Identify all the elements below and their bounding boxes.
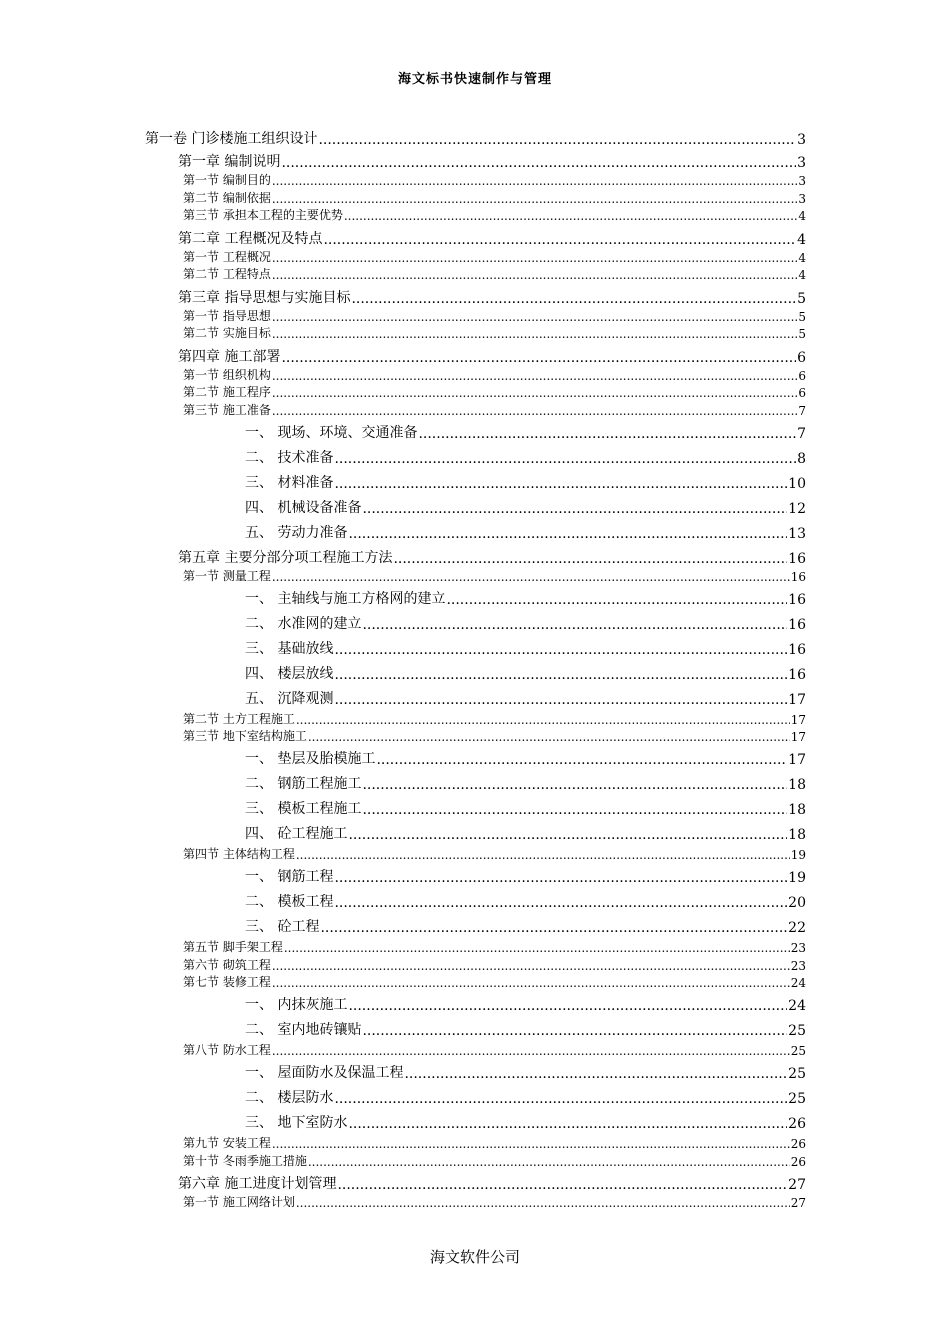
toc-entry-page-number: 27 <box>788 1177 806 1193</box>
toc-entry-page-number: 4 <box>797 231 806 248</box>
toc-entry-page-number: 23 <box>790 941 806 955</box>
toc-dot-leader <box>362 501 787 517</box>
toc-dot-leader <box>281 350 796 366</box>
toc-entry-page-number: 25 <box>788 1023 806 1039</box>
toc-dot-leader <box>334 895 787 911</box>
toc-entry-label: 一、 主轴线与施工方格网的建立 <box>245 590 446 607</box>
toc-dot-leader <box>272 404 798 418</box>
toc-entry-page-number: 25 <box>788 1066 806 1082</box>
toc-entry[interactable] <box>183 206 806 223</box>
toc-entry-label: 第七节 装修工程 <box>183 975 271 989</box>
toc-entry[interactable] <box>245 638 806 658</box>
toc-entry-page-number: 20 <box>788 895 806 911</box>
toc-entry-label: 二、 技术准备 <box>245 449 334 466</box>
toc-entry-page-number: 16 <box>790 569 806 584</box>
toc-dot-leader <box>296 1196 790 1210</box>
toc-entry-label: 第一章 编制说明 <box>178 154 281 170</box>
toc-entry[interactable] <box>245 588 806 608</box>
toc-dot-leader <box>272 386 798 400</box>
toc-entry-label: 一、 屋面防水及保温工程 <box>245 1065 404 1081</box>
toc-entry-label: 一、 内抹灰施工 <box>245 997 348 1013</box>
toc-entry-page-number: 27 <box>790 1196 806 1210</box>
toc-entry-page-number: 26 <box>790 1154 806 1169</box>
toc-entry[interactable] <box>245 663 806 683</box>
toc-dot-leader <box>348 1116 787 1132</box>
toc-entry[interactable] <box>178 287 806 307</box>
toc-entry-label: 二、 室内地砖镶贴 <box>245 1022 362 1038</box>
toc-entry-label: 一、 垫层及胎模施工 <box>245 751 376 767</box>
toc-dot-leader <box>318 132 796 148</box>
toc-entry-label: 三、 材料准备 <box>245 474 334 491</box>
toc-dot-leader <box>334 870 787 886</box>
toc-entry[interactable] <box>183 401 806 418</box>
toc-entry-label: 第四节 主体结构工程 <box>183 847 295 861</box>
toc-entry-page-number: 16 <box>788 591 806 608</box>
toc-entry-page-number: 17 <box>788 752 806 768</box>
toc-entry-page-number: 16 <box>788 616 806 633</box>
toc-entry[interactable] <box>183 938 806 955</box>
toc-dot-leader <box>362 777 787 793</box>
toc-entry-label: 二、 水准网的建立 <box>245 615 362 632</box>
toc-entry-page-number: 7 <box>797 425 806 442</box>
toc-entry-label: 四、 楼层放线 <box>245 665 334 682</box>
toc-entry-page-number: 8 <box>797 450 806 467</box>
toc-dot-leader <box>362 802 787 818</box>
toc-entry-label: 二、 模板工程 <box>245 894 334 910</box>
toc-entry-page-number: 26 <box>788 1116 806 1132</box>
toc-entry[interactable] <box>183 248 806 265</box>
toc-dot-leader <box>272 192 798 206</box>
toc-entry[interactable] <box>183 1193 806 1210</box>
toc-dot-leader <box>272 976 790 990</box>
toc-entry-page-number: 3 <box>798 191 806 206</box>
toc-entry[interactable] <box>183 1134 806 1151</box>
toc-entry[interactable] <box>245 613 806 633</box>
toc-entry-label: 第三节 地下室结构施工 <box>183 729 307 743</box>
toc-entry-label: 第二节 土方工程施工 <box>183 711 295 726</box>
toc-entry-page-number: 4 <box>798 250 806 265</box>
toc-dot-leader <box>351 291 796 307</box>
toc-entry[interactable] <box>183 710 806 727</box>
toc-entry-label: 第十节 冬雨季施工措施 <box>183 1153 307 1168</box>
toc-dot-leader <box>272 327 798 341</box>
toc-dot-leader <box>334 476 787 492</box>
toc-entry[interactable] <box>178 1173 806 1193</box>
toc-entry[interactable] <box>245 688 806 708</box>
toc-entry-page-number: 3 <box>798 174 806 188</box>
toc-dot-leader <box>334 692 787 708</box>
toc-entry-page-number: 12 <box>788 500 806 517</box>
toc-entry[interactable] <box>178 346 806 366</box>
toc-entry[interactable] <box>245 1019 806 1039</box>
toc-dot-leader <box>272 1137 790 1151</box>
toc-entry-label: 第六章 施工进度计划管理 <box>178 1176 337 1192</box>
toc-entry-page-number: 22 <box>788 920 806 936</box>
toc-entry-page-number: 16 <box>788 550 806 567</box>
toc-entry[interactable] <box>245 1062 806 1082</box>
toc-entry-label: 第二章 工程概况及特点 <box>178 230 323 247</box>
toc-dot-leader <box>362 1023 787 1039</box>
toc-entry-page-number: 6 <box>798 368 806 383</box>
toc-entry-page-number: 18 <box>788 827 806 843</box>
toc-entry[interactable] <box>183 1152 806 1169</box>
toc-dot-leader <box>446 592 787 608</box>
toc-dot-leader <box>334 667 787 683</box>
toc-entry-page-number: 13 <box>788 525 806 542</box>
toc-entry-page-number: 25 <box>788 1091 806 1107</box>
toc-entry-label: 第八节 防水工程 <box>183 1043 271 1057</box>
toc-dot-leader <box>348 998 787 1014</box>
toc-entry-label: 第一节 施工网络计划 <box>183 1195 295 1209</box>
toc-entry-page-number: 17 <box>790 712 806 727</box>
toc-entry[interactable] <box>178 151 806 171</box>
toc-entry-page-number: 5 <box>798 327 806 341</box>
toc-entry-label: 四、 砼工程施工 <box>245 826 348 842</box>
toc-dot-leader <box>308 730 790 744</box>
toc-entry[interactable] <box>245 748 806 768</box>
toc-entry[interactable] <box>245 497 806 517</box>
toc-entry-page-number: 3 <box>797 155 806 171</box>
toc-dot-leader <box>404 1066 787 1082</box>
toc-entry[interactable] <box>183 845 806 862</box>
toc-entry-page-number: 17 <box>790 730 806 744</box>
toc-entry-label: 第一节 指导思想 <box>183 308 271 323</box>
toc-entry-label: 第一节 编制目的 <box>183 173 271 187</box>
toc-entry-label: 第一节 工程概况 <box>183 249 271 264</box>
toc-entry[interactable] <box>183 366 806 383</box>
toc-dot-leader <box>334 1091 787 1107</box>
toc-entry[interactable] <box>245 472 806 492</box>
toc-dot-leader <box>334 451 796 467</box>
toc-entry-page-number: 17 <box>788 691 806 708</box>
toc-entry-page-number: 5 <box>797 290 806 307</box>
toc-entry-label: 第六节 砌筑工程 <box>183 957 271 972</box>
toc-entry-page-number: 24 <box>788 998 806 1014</box>
toc-entry-label: 一、 钢筋工程 <box>245 869 334 885</box>
toc-entry-page-number: 4 <box>798 209 806 223</box>
toc-entry-page-number: 24 <box>790 976 806 990</box>
toc-entry-page-number: 5 <box>798 309 806 324</box>
toc-entry[interactable] <box>178 547 806 567</box>
toc-entry[interactable] <box>183 307 806 324</box>
toc-dot-leader <box>337 1177 787 1193</box>
toc-entry-label: 第一节 测量工程 <box>183 568 271 583</box>
toc-entry-label: 三、 基础放线 <box>245 640 334 657</box>
toc-entry-label: 第二节 施工程序 <box>183 385 271 399</box>
toc-entry[interactable] <box>245 447 806 467</box>
toc-dot-leader <box>334 642 787 658</box>
toc-entry[interactable] <box>245 522 806 542</box>
toc-entry-label: 第四章 施工部署 <box>178 348 281 365</box>
toc-entry[interactable] <box>183 973 806 990</box>
toc-dot-leader <box>272 310 798 324</box>
toc-entry-page-number: 26 <box>790 1137 806 1151</box>
toc-entry-page-number: 18 <box>788 777 806 793</box>
toc-entry[interactable] <box>245 891 806 911</box>
toc-entry-label: 第一节 组织机构 <box>183 367 271 382</box>
toc-dot-leader <box>323 232 796 248</box>
toc-entry[interactable] <box>183 956 806 973</box>
toc-entry[interactable] <box>245 866 806 886</box>
toc-entry-label: 第二节 工程特点 <box>183 267 271 281</box>
toc-dot-leader <box>376 752 787 768</box>
toc-entry-label: 第三节 承担本工程的主要优势 <box>183 208 343 222</box>
toc-entry-label: 第三章 指导思想与实施目标 <box>178 289 351 306</box>
toc-entry[interactable] <box>145 128 806 148</box>
toc-entry[interactable] <box>245 773 806 793</box>
toc-entry-label: 五、 劳动力准备 <box>245 524 348 541</box>
toc-dot-leader <box>272 174 798 188</box>
toc-dot-leader <box>296 713 790 727</box>
toc-entry-label: 二、 楼层防水 <box>245 1090 334 1106</box>
toc-dot-leader <box>272 959 790 973</box>
toc-dot-leader <box>393 551 787 567</box>
toc-dot-leader <box>272 251 798 265</box>
toc-entry[interactable] <box>245 1112 806 1132</box>
toc-entry-label: 第三节 施工准备 <box>183 402 271 417</box>
toc-entry-page-number: 16 <box>788 641 806 658</box>
toc-dot-leader <box>296 848 790 862</box>
toc-entry-page-number: 10 <box>788 475 806 492</box>
toc-entry-label: 三、 砼工程 <box>245 919 320 935</box>
toc-entry-page-number: 23 <box>790 958 806 973</box>
toc-entry-page-number: 4 <box>798 268 806 282</box>
page-header-title: 海文标书快速制作与管理 <box>397 72 552 87</box>
toc-entry[interactable] <box>178 228 806 248</box>
toc-entry-page-number: 18 <box>788 802 806 818</box>
toc-entry[interactable] <box>245 422 806 442</box>
toc-entry-label: 二、 钢筋工程施工 <box>245 776 362 792</box>
toc-entry[interactable] <box>245 994 806 1014</box>
toc-entry-label: 第一卷 门诊楼施工组织设计 <box>145 131 318 147</box>
toc-entry-label: 五、 沉降观测 <box>245 690 334 707</box>
toc-dot-leader <box>320 920 787 936</box>
toc-entry-page-number: 3 <box>797 132 806 148</box>
toc-entry[interactable] <box>183 727 806 744</box>
toc-entry-label: 三、 模板工程施工 <box>245 801 362 817</box>
toc-dot-leader <box>272 1044 790 1058</box>
toc-entry[interactable] <box>183 265 806 282</box>
toc-entry-label: 三、 地下室防水 <box>245 1115 348 1131</box>
toc-dot-leader <box>362 617 787 633</box>
toc-dot-leader <box>418 426 796 442</box>
toc-dot-leader <box>308 1155 790 1169</box>
toc-entry-label: 四、 机械设备准备 <box>245 499 362 516</box>
toc-dot-leader <box>281 155 796 171</box>
toc-entry-label: 第五章 主要分部分项工程施工方法 <box>178 549 393 566</box>
toc-entry-page-number: 6 <box>797 349 806 366</box>
toc-entry[interactable] <box>245 823 806 843</box>
toc-entry-page-number: 7 <box>798 403 806 418</box>
toc-entry[interactable] <box>183 1041 806 1058</box>
toc-entry-label: 第二节 实施目标 <box>183 326 271 340</box>
toc-dot-leader <box>348 827 787 843</box>
toc-dot-leader <box>272 570 790 584</box>
toc-entry-page-number: 19 <box>790 848 806 862</box>
toc-entry[interactable] <box>183 567 806 584</box>
toc-entry-page-number: 16 <box>788 666 806 683</box>
toc-entry-label: 第九节 安装工程 <box>183 1136 271 1150</box>
toc-dot-leader <box>344 209 798 223</box>
toc-entry-label: 第五节 脚手架工程 <box>183 940 283 954</box>
toc-entry-label: 第二节 编制依据 <box>183 190 271 205</box>
toc-entry-label: 一、 现场、环境、交通准备 <box>245 424 418 441</box>
toc-dot-leader <box>272 369 798 383</box>
toc-entry[interactable] <box>183 324 806 341</box>
toc-entry[interactable] <box>183 383 806 400</box>
page-footer-company: 海文软件公司 <box>429 1248 520 1266</box>
toc-entry[interactable] <box>183 189 806 206</box>
toc-entry-page-number: 25 <box>790 1044 806 1058</box>
toc-dot-leader <box>284 941 790 955</box>
toc-dot-leader <box>348 526 787 542</box>
toc-entry-page-number: 19 <box>788 870 806 886</box>
toc-entry[interactable] <box>183 171 806 188</box>
toc-entry[interactable] <box>245 798 806 818</box>
toc-entry[interactable] <box>245 1087 806 1107</box>
toc-entry-page-number: 6 <box>798 386 806 400</box>
toc-dot-leader <box>272 268 798 282</box>
toc-entry[interactable] <box>245 916 806 936</box>
